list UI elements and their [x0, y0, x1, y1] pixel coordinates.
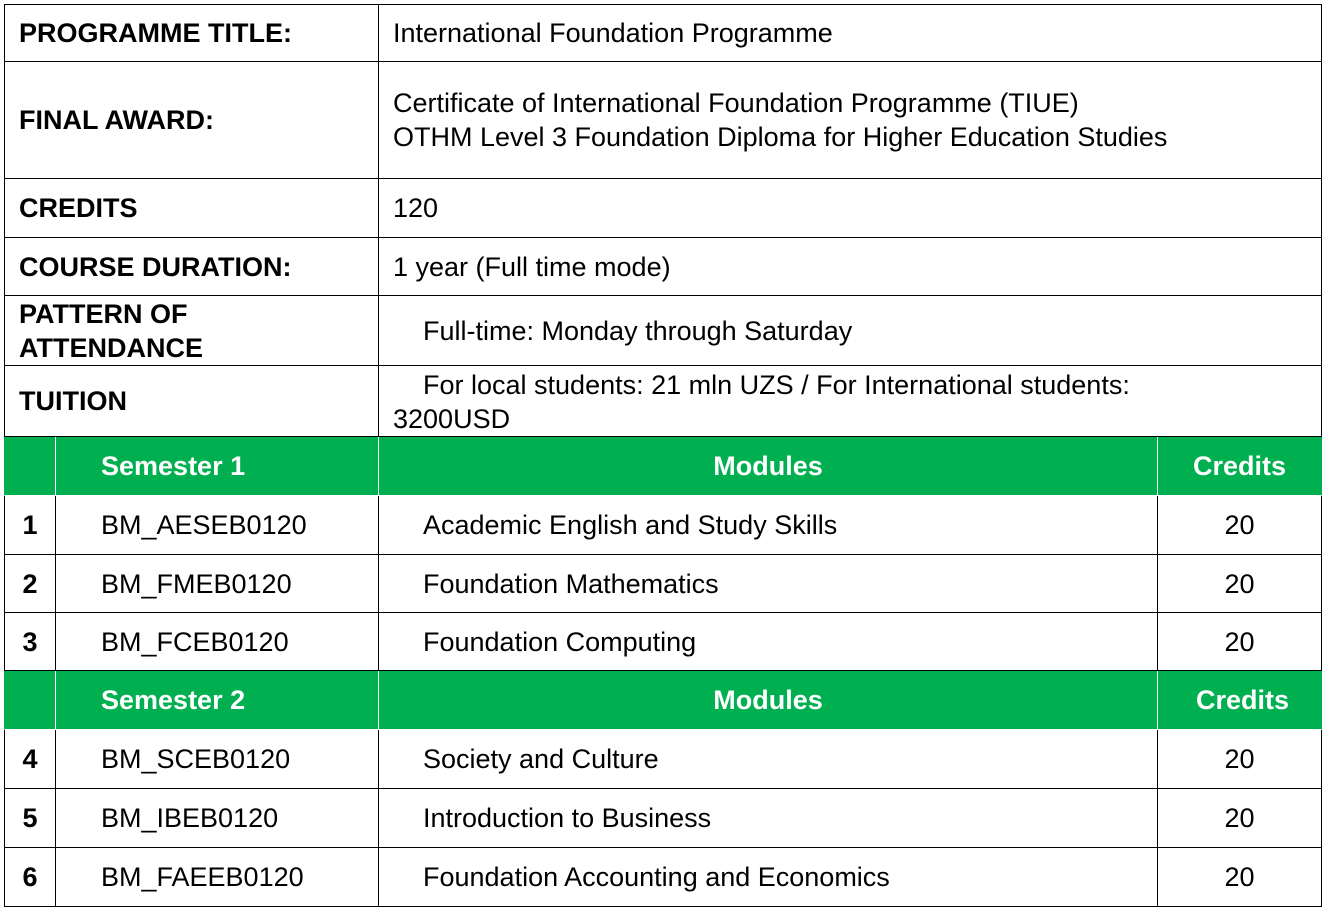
- semester-2-number-header: [4, 671, 56, 730]
- module-credits: 20: [1158, 613, 1322, 671]
- final-award-value: [379, 62, 1322, 179]
- tuition-line-2: 3200USD: [393, 404, 511, 434]
- row-number: 1: [4, 496, 56, 555]
- attendance-label-line-1: PATTERN OF: [19, 298, 188, 329]
- course-duration-value: 1 year (Full time mode): [379, 238, 1322, 296]
- module-credits: 20: [1158, 789, 1322, 848]
- module-code: BM_IBEB0120: [56, 789, 379, 848]
- semester-1-modules-header: Modules: [379, 437, 1158, 496]
- module-credits: 20: [1158, 848, 1322, 907]
- table-row: [4, 730, 1322, 789]
- table-row: [4, 555, 1322, 613]
- tuition-row: [4, 366, 1322, 437]
- table-row: [4, 613, 1322, 671]
- row-number: 5: [4, 789, 56, 848]
- table-row: [4, 848, 1322, 907]
- semester-2-modules-header: Modules: [379, 671, 1158, 730]
- semester-1-title: Semester 1: [56, 437, 379, 496]
- programme-title-value: International Foundation Programme: [379, 4, 1322, 62]
- programme-table: [4, 4, 1322, 907]
- course-duration-label: COURSE DURATION:: [4, 238, 379, 296]
- attendance-row: [4, 296, 1322, 366]
- final-award-line-2: OTHM Level 3 Foundation Diploma for Higher Education Studies: [393, 122, 1168, 152]
- tuition-value: [379, 366, 1322, 437]
- row-number: 4: [4, 730, 56, 789]
- table-row: [4, 496, 1322, 555]
- credits-row: [4, 179, 1322, 238]
- module-name: Foundation Accounting and Economics: [379, 848, 1158, 907]
- semester-1-credits-header: Credits: [1158, 437, 1322, 496]
- module-name: Foundation Mathematics: [379, 555, 1158, 613]
- module-name: Academic English and Study Skills: [379, 496, 1158, 555]
- credits-label: CREDITS: [4, 179, 379, 238]
- tuition-line-1: For local students: 21 mln UZS / For International students:: [423, 370, 1130, 400]
- module-code: BM_FMEB0120: [56, 555, 379, 613]
- module-name: Introduction to Business: [379, 789, 1158, 848]
- module-credits: 20: [1158, 730, 1322, 789]
- module-name: Society and Culture: [379, 730, 1158, 789]
- final-award-line-1: Certificate of International Foundation Programme (TIUE): [393, 88, 1079, 118]
- module-credits: 20: [1158, 555, 1322, 613]
- module-code: BM_FAEEB0120: [56, 848, 379, 907]
- attendance-value: Full-time: Monday through Saturday: [379, 296, 1322, 366]
- module-code: BM_FCEB0120: [56, 613, 379, 671]
- semester-1-number-header: [4, 437, 56, 496]
- final-award-row: [4, 62, 1322, 179]
- programme-title-label: PROGRAMME TITLE:: [4, 4, 379, 62]
- row-number: 3: [4, 613, 56, 671]
- table-row: [4, 789, 1322, 848]
- module-code: BM_SCEB0120: [56, 730, 379, 789]
- course-duration-row: [4, 238, 1322, 296]
- final-award-label: FINAL AWARD:: [4, 62, 379, 179]
- semester-2-title: Semester 2: [56, 671, 379, 730]
- programme-title-row: [4, 4, 1322, 62]
- module-credits: 20: [1158, 496, 1322, 555]
- semester-2-credits-header: Credits: [1158, 671, 1322, 730]
- module-name: Foundation Computing: [379, 613, 1158, 671]
- attendance-label-line-2: ATTENDANCE: [19, 332, 203, 363]
- semester-1-header: [4, 437, 1322, 496]
- tuition-label: TUITION: [4, 366, 379, 437]
- attendance-label: [4, 296, 379, 366]
- semester-2-header: [4, 671, 1322, 730]
- module-code: BM_AESEB0120: [56, 496, 379, 555]
- row-number: 6: [4, 848, 56, 907]
- row-number: 2: [4, 555, 56, 613]
- credits-value: 120: [379, 179, 1322, 238]
